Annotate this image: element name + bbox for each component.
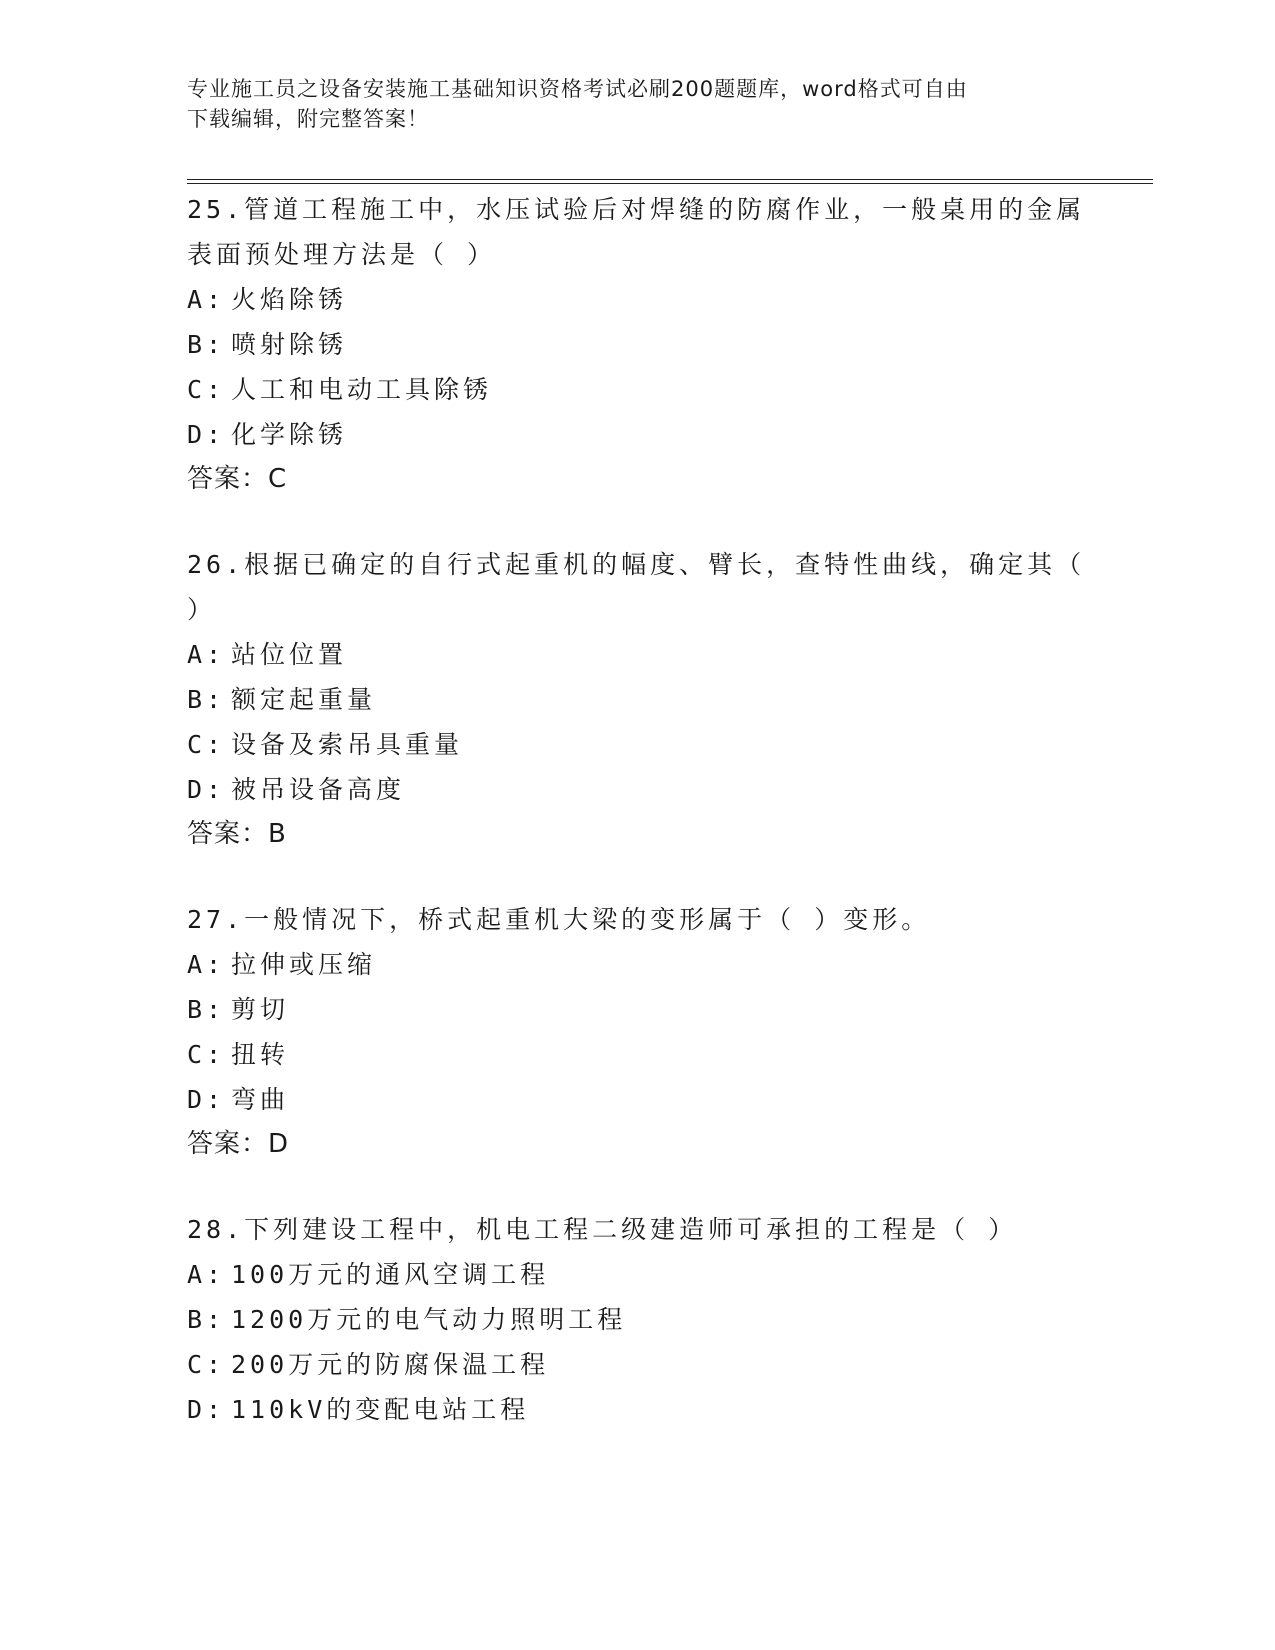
option-d bbox=[187, 412, 1087, 457]
option-text: 化学除锈 bbox=[231, 420, 348, 449]
option-b bbox=[187, 1297, 1087, 1342]
option-b bbox=[187, 677, 1087, 722]
option-letter: C: bbox=[187, 730, 226, 759]
document-header bbox=[187, 74, 1087, 134]
question-26 bbox=[187, 542, 1087, 857]
option-letter: A: bbox=[187, 1260, 226, 1289]
question-stem-continued: 表面预处理方法是（ ） bbox=[187, 240, 497, 269]
option-text: 1200万元的电气动力照明工程 bbox=[231, 1305, 627, 1334]
option-letter: D: bbox=[187, 1085, 226, 1114]
option-a bbox=[187, 942, 1087, 987]
option-letter: D: bbox=[187, 775, 226, 804]
option-letter: A: bbox=[187, 950, 226, 979]
answer-line: 答案：B bbox=[187, 819, 287, 849]
option-text: 200万元的防腐保温工程 bbox=[231, 1350, 550, 1379]
option-letter: A: bbox=[187, 640, 226, 669]
option-a bbox=[187, 632, 1087, 677]
option-d bbox=[187, 767, 1087, 812]
option-text: 弯曲 bbox=[231, 1085, 290, 1114]
option-text: 110kV的变配电站工程 bbox=[231, 1395, 530, 1424]
question-27 bbox=[187, 897, 1087, 1167]
option-text: 拉伸或压缩 bbox=[231, 950, 377, 979]
option-letter: B: bbox=[187, 685, 226, 714]
question-28 bbox=[187, 1207, 1087, 1432]
option-d bbox=[187, 1387, 1087, 1432]
option-letter: D: bbox=[187, 420, 226, 449]
option-text: 额定起重量 bbox=[231, 685, 377, 714]
option-text: 人工和电动工具除锈 bbox=[231, 375, 493, 404]
answer-line: 答案：C bbox=[187, 464, 288, 494]
option-c bbox=[187, 1342, 1087, 1387]
option-text: 100万元的通风空调工程 bbox=[231, 1260, 550, 1289]
header-line-2: 下载编辑，附完整答案！ bbox=[187, 107, 429, 131]
option-text: 扭转 bbox=[231, 1040, 290, 1069]
question-stem: 26.根据已确定的自行式起重机的幅度、臂长，查特性曲线，确定其（ bbox=[187, 550, 1086, 579]
option-letter: B: bbox=[187, 330, 226, 359]
option-letter: C: bbox=[187, 1040, 226, 1069]
option-letter: A: bbox=[187, 285, 226, 314]
question-list bbox=[187, 187, 1087, 1472]
option-b bbox=[187, 987, 1087, 1032]
header-line-1: 专业施工员之设备安装施工基础知识资格考试必刷200题题库，word格式可自由 bbox=[187, 77, 968, 101]
answer-line: 答案：D bbox=[187, 1129, 290, 1159]
header-divider bbox=[187, 179, 1153, 184]
question-25 bbox=[187, 187, 1087, 502]
option-letter: B: bbox=[187, 995, 226, 1024]
question-stem: 25.管道工程施工中，水压试验后对焊缝的防腐作业，一般桌用的金属 bbox=[187, 195, 1086, 224]
option-letter: B: bbox=[187, 1305, 226, 1334]
option-letter: C: bbox=[187, 1350, 226, 1379]
question-stem-continued: ） bbox=[187, 595, 217, 624]
option-a bbox=[187, 1252, 1087, 1297]
option-text: 站位位置 bbox=[231, 640, 348, 669]
question-stem: 27.一般情况下，桥式起重机大梁的变形属于（ ）变形。 bbox=[187, 905, 931, 934]
option-c bbox=[187, 722, 1087, 767]
option-text: 剪切 bbox=[231, 995, 290, 1024]
option-letter: C: bbox=[187, 375, 226, 404]
option-text: 火焰除锈 bbox=[231, 285, 348, 314]
option-c bbox=[187, 367, 1087, 412]
option-text: 被吊设备高度 bbox=[231, 775, 406, 804]
option-d bbox=[187, 1077, 1087, 1122]
question-stem: 28.下列建设工程中，机电工程二级建造师可承担的工程是（ ） bbox=[187, 1215, 1018, 1244]
option-b bbox=[187, 322, 1087, 367]
option-text: 喷射除锈 bbox=[231, 330, 348, 359]
option-c bbox=[187, 1032, 1087, 1077]
option-letter: D: bbox=[187, 1395, 226, 1424]
option-a bbox=[187, 277, 1087, 322]
option-text: 设备及索吊具重量 bbox=[231, 730, 464, 759]
